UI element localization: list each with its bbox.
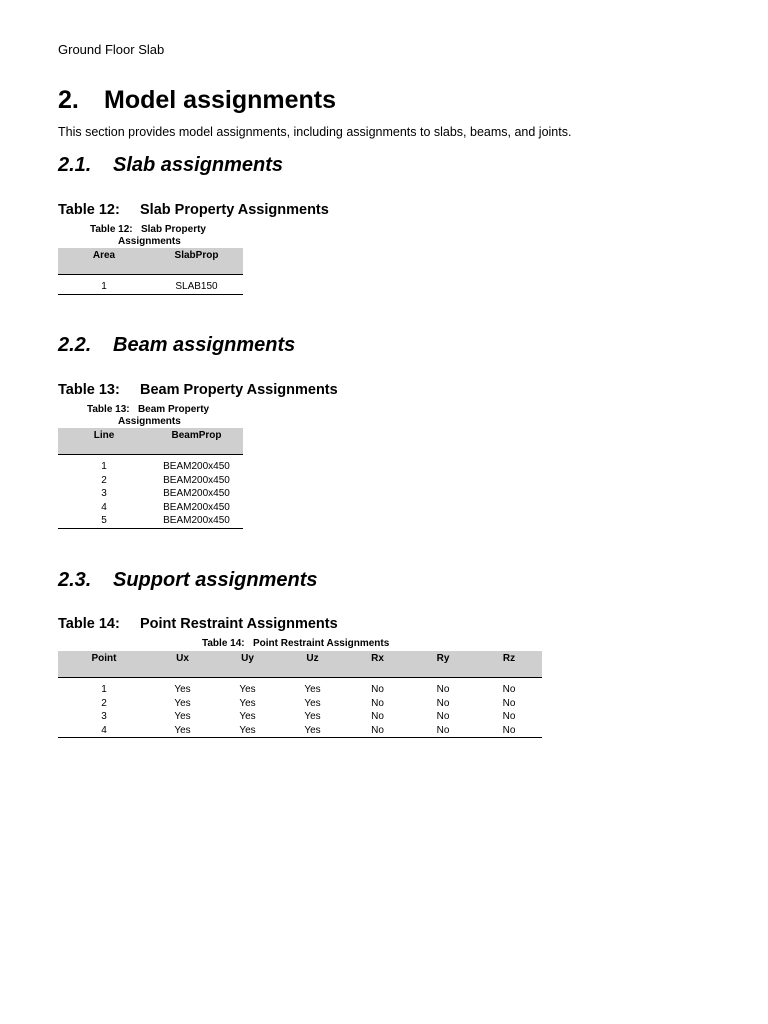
slab-property-table [58, 248, 243, 295]
table-cell: BEAM200x450 [150, 514, 243, 528]
column-header-beamprop: BeamProp [150, 428, 243, 455]
table-cell: No [436, 697, 450, 709]
table-cell: 4 [101, 501, 107, 513]
table-cell: No [502, 684, 516, 695]
table-cell: Yes [304, 697, 321, 709]
table-cell: No [345, 724, 410, 738]
table-cell: 2 [101, 474, 107, 486]
table-cell: 5 [58, 514, 150, 528]
beam-heading-title: Beam assignments [113, 334, 296, 356]
table-cell: Yes [304, 711, 321, 723]
section-number: 2. [58, 86, 79, 114]
table-cell: 1 [101, 684, 107, 695]
table-row [58, 724, 542, 738]
table-row [58, 487, 243, 501]
support-heading [58, 569, 317, 592]
table-cell: Yes [174, 711, 191, 723]
beam-heading-number: 2.2. [58, 334, 92, 356]
table-cell: No [436, 684, 450, 695]
table-cell: Yes [239, 697, 256, 709]
column-header-area: Area [58, 248, 150, 275]
beam-table-caption-number: Table 13: [87, 404, 130, 415]
column-header-uz: Uz [280, 651, 345, 678]
table-cell: Yes [174, 697, 191, 709]
section-title: Model assignments [104, 86, 336, 114]
slab-table-caption-line1: Slab Property [140, 224, 206, 235]
table-cell: Yes [239, 711, 256, 723]
table-cell: SLAB150 [150, 275, 243, 295]
beam-table-caption-line1: Beam Property [137, 404, 210, 415]
table-row [58, 275, 243, 295]
table-cell: No [502, 697, 516, 709]
beam-table-caption [87, 404, 209, 427]
beam-caption [58, 382, 338, 398]
table-cell: Yes [304, 684, 321, 695]
support-table-caption [202, 638, 389, 650]
support-heading-title: Support assignments [113, 569, 318, 591]
table-cell: BEAM200x450 [163, 501, 230, 513]
slab-table-caption-number: Table 12: [90, 224, 133, 235]
slab-heading [58, 154, 283, 177]
column-header-rx: Rx [345, 651, 410, 678]
table-row [58, 678, 542, 697]
table-cell: No [410, 724, 476, 738]
beam-property-table [58, 428, 243, 529]
table-cell: Yes [280, 724, 345, 738]
section-heading [58, 86, 336, 115]
column-header-uy: Uy [215, 651, 280, 678]
column-header-line: Line [58, 428, 150, 455]
table-cell: No [371, 697, 384, 709]
support-table-caption-line1: Point Restraint Assignments [252, 638, 390, 649]
section-intro: This section provides model assignments, including assignments to slabs, beams, and joints. [58, 125, 572, 139]
table-cell: BEAM200x450 [163, 488, 230, 500]
table-row [58, 514, 243, 528]
table-cell: BEAM200x450 [163, 474, 230, 486]
table-row [58, 697, 542, 711]
table-cell: Yes [239, 684, 256, 695]
support-caption [58, 616, 338, 632]
table-cell: No [476, 724, 542, 738]
table-cell: 4 [58, 724, 150, 738]
slab-caption [58, 202, 329, 218]
table-row [58, 455, 243, 474]
column-header-ux: Ux [150, 651, 215, 678]
table-row [58, 710, 542, 724]
table-cell: Yes [150, 724, 215, 738]
running-header: Ground Floor Slab [58, 42, 165, 57]
column-header-rz: Rz [476, 651, 542, 678]
beam-heading [58, 334, 295, 357]
beam-caption-text: Beam Property Assignments [140, 382, 338, 398]
support-caption-text: Point Restraint Assignments [140, 616, 338, 632]
table-cell: No [371, 711, 384, 723]
slab-heading-number: 2.1. [58, 154, 92, 176]
support-caption-number: Table 14: [58, 616, 120, 632]
support-heading-number: 2.3. [58, 569, 92, 591]
column-header-point: Point [58, 651, 150, 678]
point-restraint-table [58, 651, 542, 738]
table-cell: Yes [174, 684, 191, 695]
beam-table-caption-line2: Assignments [118, 415, 181, 427]
column-header-slabprop: SlabProp [150, 248, 243, 275]
table-cell: 2 [101, 697, 107, 709]
table-cell: 3 [101, 711, 107, 723]
slab-table-caption [90, 224, 206, 247]
support-table-caption-number: Table 14: [202, 638, 245, 649]
beam-caption-number: Table 13: [58, 382, 120, 398]
column-header-ry: Ry [410, 651, 476, 678]
table-cell: No [436, 711, 450, 723]
table-cell: BEAM200x450 [163, 461, 230, 472]
table-cell: Yes [215, 724, 280, 738]
table-cell: 1 [58, 275, 150, 295]
table-cell: No [371, 684, 384, 695]
table-cell: 3 [101, 488, 107, 500]
slab-caption-text: Slab Property Assignments [140, 202, 329, 218]
slab-heading-title: Slab assignments [113, 154, 284, 176]
slab-table-caption-line2: Assignments [118, 235, 181, 247]
slab-caption-number: Table 12: [58, 202, 120, 218]
table-cell: No [502, 711, 516, 723]
table-cell: 1 [101, 461, 107, 472]
table-row [58, 474, 243, 488]
table-row [58, 501, 243, 515]
